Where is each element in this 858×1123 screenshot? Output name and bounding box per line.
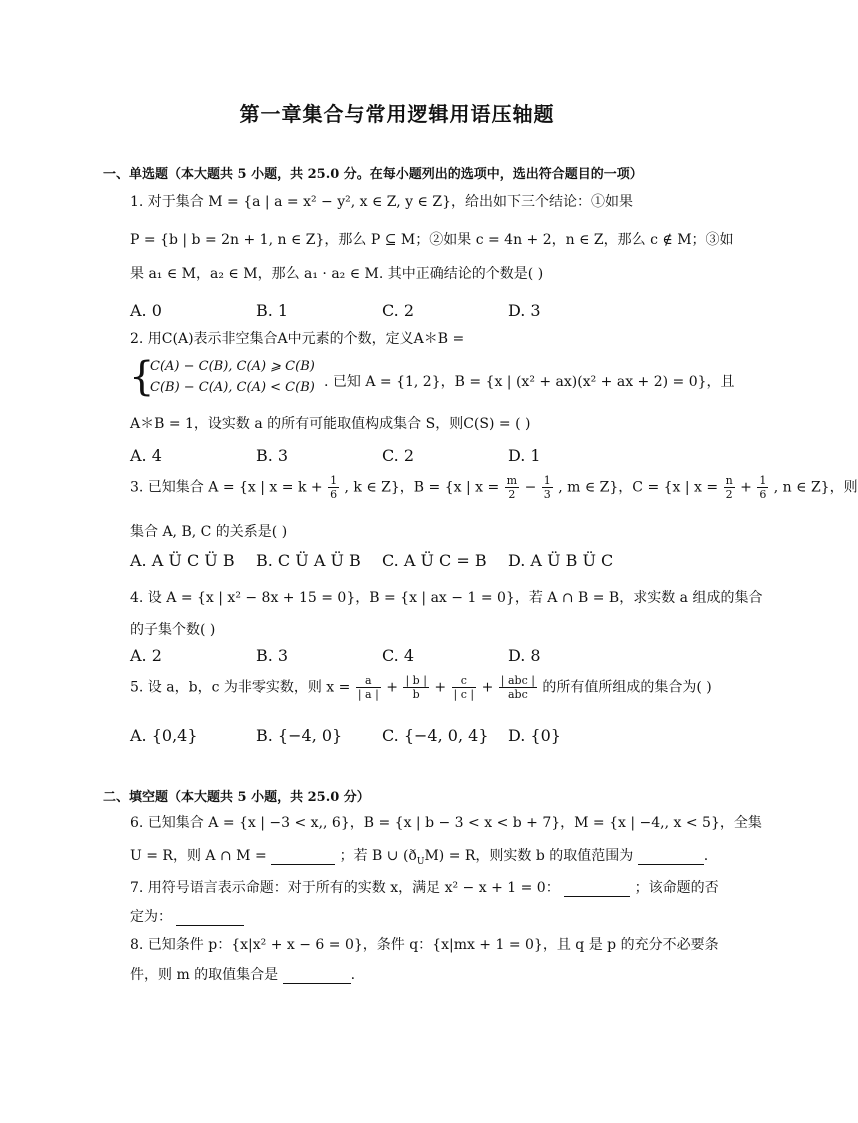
- question-4-option-d[interactable]: D. 8: [508, 646, 541, 665]
- question-8-period: .: [350, 967, 356, 983]
- answer-blank-5[interactable]: [283, 967, 351, 984]
- q5-fraction-3-num: c: [452, 674, 477, 688]
- fraction-3-den: 3: [543, 488, 551, 501]
- question-3-minus: −: [524, 479, 537, 496]
- question-8-line-2: [130, 964, 355, 984]
- section-heading-fill-in: 二、填空题（本大题共 5 小题，共 25.0 分）: [103, 790, 370, 805]
- question-1-line-2: P = {b | b = 2n + 1, n ∈ Z}，那么 P ⊆ M；②如果 c = 4n + 2，n ∈ Z，那么 c ∉ M；③如: [130, 232, 734, 248]
- question-1-option-c[interactable]: C. 2: [382, 301, 415, 320]
- fraction-2-num: m: [506, 474, 518, 487]
- answer-blank-1[interactable]: [271, 848, 335, 865]
- subscript-u: U: [416, 856, 425, 867]
- question-7-line-1: [130, 877, 719, 897]
- question-2-option-a[interactable]: A. 4: [130, 446, 162, 465]
- question-5-line-1: [130, 674, 712, 701]
- question-3-line-2: 集合 A, B, C 的关系是( ): [130, 524, 288, 540]
- q5-fraction-1-num: a: [356, 674, 381, 688]
- question-4-line-2: 的子集个数( ): [130, 622, 216, 638]
- question-1-option-b[interactable]: B. 1: [256, 301, 289, 320]
- question-2-case-2: C(B) − C(A), C(A) < C(B): [150, 380, 315, 395]
- question-2-case-1: C(A) − C(B), C(A) ⩾ C(B): [150, 359, 315, 374]
- question-8-text-a: 件，则 m 的取值集合是: [130, 967, 279, 983]
- q5-fraction-2: [403, 674, 428, 701]
- question-5-option-c[interactable]: C. {−4, 0, 4}: [382, 726, 489, 745]
- piecewise-brace: {: [129, 354, 155, 400]
- question-2-option-d[interactable]: D. 1: [508, 446, 541, 465]
- fraction-3: [542, 474, 553, 501]
- question-3-option-a[interactable]: A. A Ü C Ü B: [130, 551, 235, 570]
- question-3-option-d[interactable]: D. A Ü B Ü C: [508, 551, 614, 570]
- page-title: 第一章集合与常用逻辑用语压轴题: [239, 102, 555, 126]
- question-5-option-a[interactable]: A. {0,4}: [130, 726, 198, 745]
- question-8-line-1: 8. 已知条件 p：{x|x² + x − 6 = 0}，条件 q：{x|mx + 1 = 0}，且 q 是 p 的充分不必要条: [130, 937, 719, 953]
- question-3-text-d: , n ∈ Z}，则: [773, 479, 858, 496]
- question-7-text-c: 定为：: [130, 909, 172, 925]
- q5-fraction-4-den: abc: [507, 688, 528, 701]
- fraction-2: [505, 474, 519, 501]
- question-6-text-c: M) = R，则实数 b 的取值范围为: [424, 848, 634, 864]
- question-3-line-1: [130, 474, 858, 501]
- question-2-condition: . 已知 A = {1, 2}，B = {x | (x² + ax)(x² + ax + 2) = 0}，且: [324, 374, 735, 390]
- question-3-text-c: , m ∈ Z}，C = {x | x =: [558, 479, 719, 496]
- q5-fraction-4: [499, 674, 537, 701]
- question-6-line-2: [130, 845, 708, 867]
- question-5-option-d[interactable]: D. {0}: [508, 726, 561, 745]
- question-1-line-3: 果 a₁ ∈ M，a₂ ∈ M，那么 a₁ · a₂ ∈ M. 其中正确结论的个数是( ): [130, 266, 544, 282]
- question-6-text-a: U = R，则 A ∩ M =: [130, 848, 267, 864]
- question-5-option-b[interactable]: B. {−4, 0}: [256, 726, 343, 745]
- question-1-line-1: 1. 对于集合 M = {a | a = x² − y², x ∈ Z, y ∈ Z}，给出如下三个结论：①如果: [130, 194, 633, 210]
- question-7-text-b: ；该命题的否: [634, 880, 719, 896]
- question-2-option-c[interactable]: C. 2: [382, 446, 415, 465]
- fraction-5-num: 1: [759, 474, 767, 487]
- fraction-5-den: 6: [759, 488, 767, 501]
- question-2-line-3: A＊B = 1，设实数 a 的所有可能取值构成集合 S，则C(S) = ( ): [130, 416, 531, 432]
- section-heading-single-choice: 一、单选题（本大题共 5 小题，共 25.0 分。在每小题列出的选项中，选出符合题目的一项）: [103, 167, 643, 182]
- q5-fraction-2-den: b: [412, 688, 420, 701]
- plus-sign-1: +: [386, 679, 398, 696]
- question-5-text-b: 的所有值所组成的集合为( ): [542, 679, 712, 696]
- fraction-5: [757, 474, 768, 501]
- question-4-option-c[interactable]: C. 4: [382, 646, 415, 665]
- q5-fraction-4-num: | abc |: [500, 674, 535, 687]
- question-1-option-d[interactable]: D. 3: [508, 301, 541, 320]
- question-6-period: .: [703, 848, 709, 864]
- fraction-1-num: 1: [330, 474, 338, 487]
- question-3-text-a: 3. 已知集合 A = {x | x = k +: [130, 479, 323, 496]
- q5-fraction-2-num: | b |: [405, 674, 427, 687]
- q5-fraction-1-den: | a |: [357, 688, 379, 701]
- q5-fraction-3-den: | c |: [453, 688, 475, 701]
- answer-blank-4[interactable]: [176, 909, 244, 926]
- fraction-4: [724, 474, 735, 501]
- fraction-4-den: 2: [725, 488, 733, 501]
- plus-sign-3: +: [481, 679, 494, 696]
- answer-blank-3[interactable]: [564, 880, 630, 897]
- question-7-text-a: 7. 用符号语言表示命题：对于所有的实数 x，满足 x² − x + 1 = 0：: [130, 880, 560, 896]
- question-6-line-1: 6. 已知集合 A = {x | −3 < x,, 6}，B = {x | b − 3 < x < b + 7}，M = {x | −4,, x < 5}，全集: [130, 815, 762, 831]
- question-7-line-2: [130, 906, 244, 926]
- answer-blank-2[interactable]: [638, 848, 704, 865]
- fraction-4-num: n: [725, 474, 733, 487]
- question-3-plus: +: [740, 479, 752, 496]
- question-4-option-a[interactable]: A. 2: [130, 646, 162, 665]
- q5-fraction-1: [356, 674, 381, 701]
- fraction-1: [328, 474, 339, 501]
- question-3-option-b[interactable]: B. C Ü A Ü B: [256, 551, 361, 570]
- question-4-option-b[interactable]: B. 3: [256, 646, 289, 665]
- fraction-3-num: 1: [543, 474, 551, 487]
- question-4-line-1: 4. 设 A = {x | x² − 8x + 15 = 0}，B = {x | ax − 1 = 0}，若 A ∩ B = B，求实数 a 组成的集合: [130, 590, 763, 606]
- fraction-2-den: 2: [508, 488, 516, 501]
- q5-fraction-3: [452, 674, 477, 701]
- question-5-text-a: 5. 设 a，b，c 为非零实数，则 x =: [130, 679, 351, 696]
- question-1-option-a[interactable]: A. 0: [130, 301, 162, 320]
- question-3-text-b: , k ∈ Z}，B = {x | x =: [344, 479, 500, 496]
- plus-sign-2: +: [434, 679, 447, 696]
- fraction-1-den: 6: [330, 488, 338, 501]
- question-2-option-b[interactable]: B. 3: [256, 446, 289, 465]
- question-3-option-c[interactable]: C. A Ü C = B: [382, 551, 487, 570]
- question-2-line-1: 2. 用C(A)表示非空集合A中元素的个数，定义A＊B =: [130, 331, 465, 347]
- question-6-text-b: ；若 B ∪ (ð: [339, 848, 417, 864]
